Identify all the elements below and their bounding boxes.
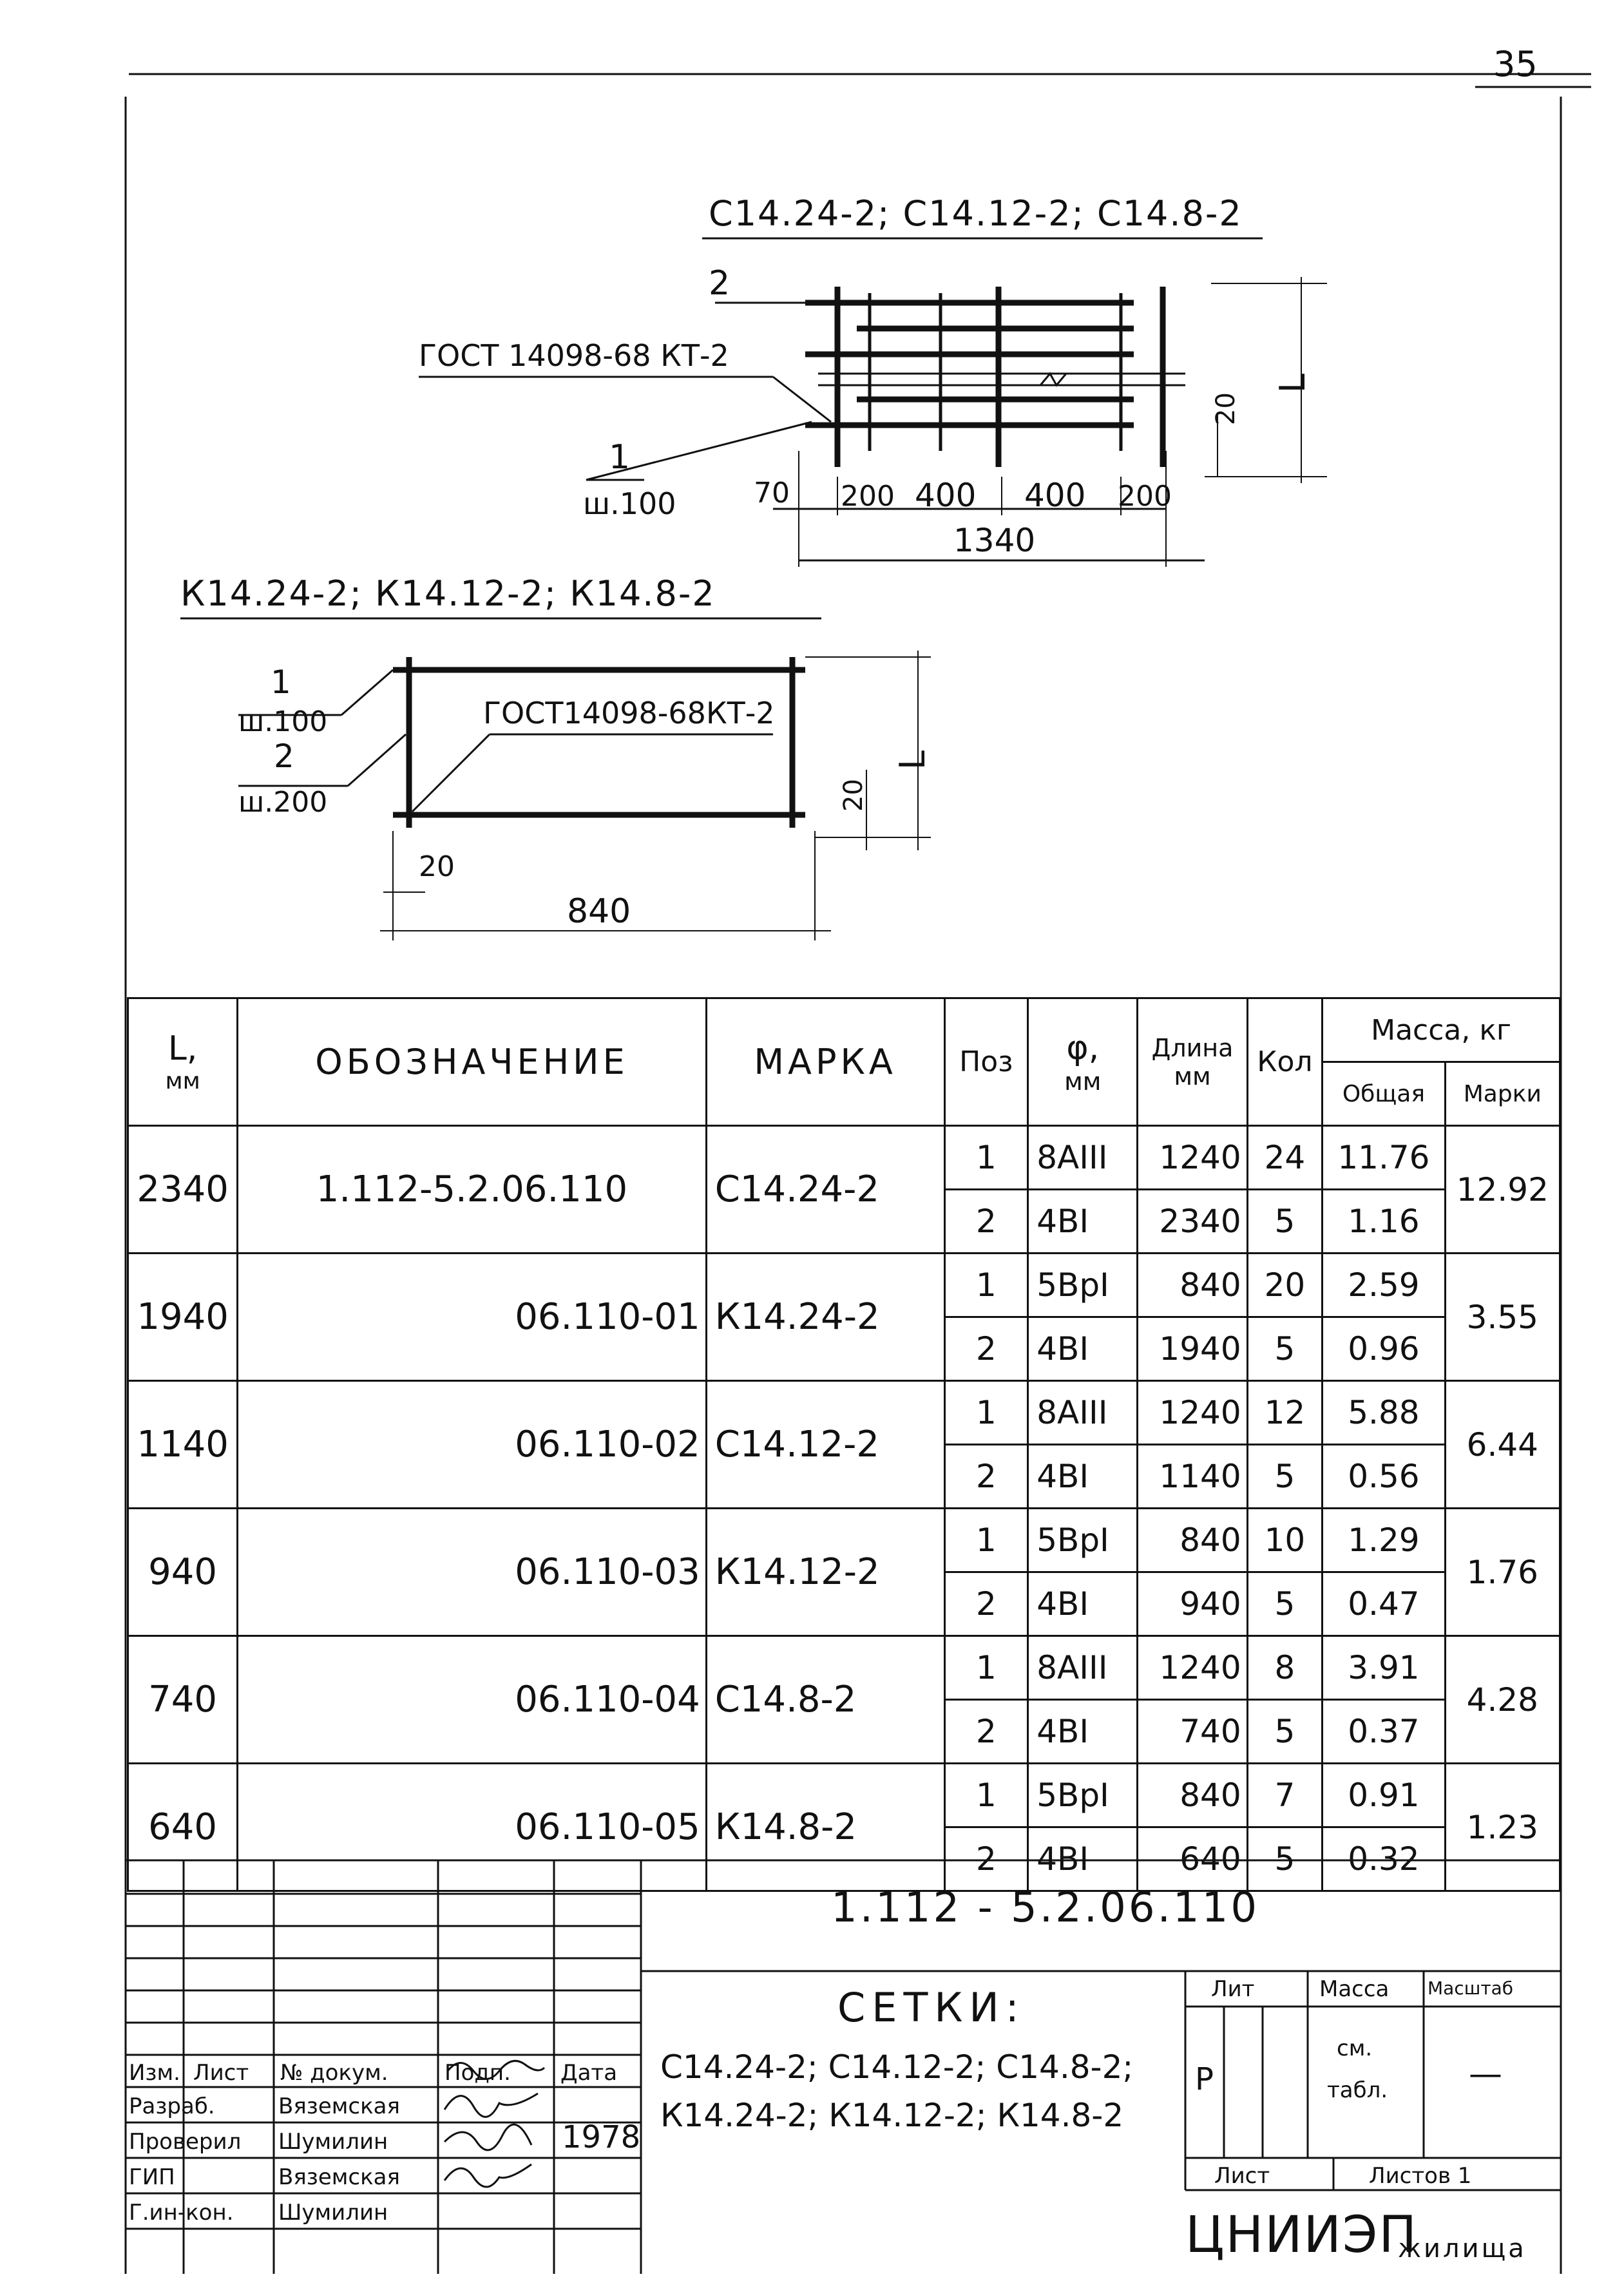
header-mass-mark: Марки <box>1445 1062 1560 1126</box>
cell-mark: С14.12-2 <box>706 1381 944 1509</box>
cell-mass-mark: 6.44 <box>1445 1381 1560 1509</box>
cell-mass-total: 0.32 <box>1323 1827 1445 1891</box>
tb-mass-value-2: табл. <box>1327 2077 1388 2103</box>
cell-qty: 20 <box>1247 1254 1323 1317</box>
signature-3 <box>444 2124 531 2150</box>
mesh-c-dim-200-left: 200 <box>841 480 895 513</box>
cell-length: 1240 <box>1138 1381 1247 1445</box>
org-main: ЦНИИЭП <box>1185 2206 1419 2264</box>
cell-pos: 1 <box>944 1764 1028 1827</box>
tb-name-2: Шумилин <box>278 2129 388 2155</box>
cell-length: 740 <box>1138 1700 1247 1764</box>
mesh-k-pos1-label: 1 <box>271 663 291 701</box>
header-mass: Масса, кг <box>1323 998 1560 1062</box>
cell-mark: К14.24-2 <box>706 1254 944 1381</box>
mesh-c-dim-400-a: 400 <box>915 477 977 514</box>
cell-qty: 7 <box>1247 1764 1323 1827</box>
mesh-c-title: С14.24-2; С14.12-2; С14.8-2 <box>709 193 1243 234</box>
cell-length: 640 <box>1138 1827 1247 1891</box>
cell-designation: 1.112-5.2.06.110 <box>238 1126 706 1254</box>
header-pos: Поз <box>944 998 1028 1126</box>
cell-length: 840 <box>1138 1764 1247 1827</box>
cell-L: 640 <box>128 1764 238 1891</box>
mesh-c-dim-L: L <box>1272 373 1313 393</box>
mesh-c-dim-400-b: 400 <box>1024 477 1086 514</box>
header-length-label: Длина <box>1151 1033 1234 1062</box>
mesh-k-dim-total: 840 <box>567 892 631 931</box>
mesh-c-dim-200-right: 200 <box>1118 480 1172 513</box>
header-mark: МАРКА <box>706 998 944 1126</box>
cell-L: 1940 <box>128 1254 238 1381</box>
cell-dia: 8АIII <box>1028 1381 1138 1445</box>
tb-col-doc: № докум. <box>280 2060 388 2086</box>
tb-name-4: Шумилин <box>278 2200 388 2226</box>
table-row <box>128 1636 1560 1700</box>
cell-length: 940 <box>1138 1572 1247 1636</box>
cell-qty: 12 <box>1247 1381 1323 1445</box>
cell-qty: 5 <box>1247 1445 1323 1509</box>
header-length-unit: мм <box>1174 1062 1211 1091</box>
cell-length: 840 <box>1138 1254 1247 1317</box>
cell-mass-total: 0.96 <box>1323 1317 1445 1381</box>
mesh-c-dim-total: 1340 <box>953 522 1036 559</box>
mesh-c-dim-20: 20 <box>1211 392 1241 425</box>
tb-col-izm: Изм. <box>129 2060 180 2086</box>
cell-qty: 5 <box>1247 1827 1323 1891</box>
cell-mass-mark: 1.23 <box>1445 1764 1560 1891</box>
tb-col-list: Лист <box>193 2060 249 2086</box>
cell-designation: 06.110-03 <box>238 1509 706 1636</box>
cell-length: 840 <box>1138 1509 1247 1572</box>
cell-qty: 24 <box>1247 1126 1323 1190</box>
tb-scale-value: — <box>1469 2055 1502 2093</box>
header-dia <box>1028 998 1138 1126</box>
cell-pos: 2 <box>944 1572 1028 1636</box>
signature-4 <box>444 2164 531 2187</box>
cell-dia: 4ВI <box>1028 1827 1138 1891</box>
mesh-c-dim-70: 70 <box>754 477 790 510</box>
spec-table-body <box>128 1126 1560 1891</box>
tb-col-sign: Подп. <box>444 2060 511 2086</box>
cell-dia: 4ВI <box>1028 1317 1138 1381</box>
cell-pos: 2 <box>944 1317 1028 1381</box>
cell-qty: 10 <box>1247 1509 1323 1572</box>
cell-mark: К14.12-2 <box>706 1509 944 1636</box>
cell-length: 1940 <box>1138 1317 1247 1381</box>
tb-name-1: Вяземская <box>278 2093 400 2119</box>
mesh-c-pos1-spacing: ш.100 <box>583 486 676 521</box>
tb-lit-header: Лит <box>1211 1976 1255 2002</box>
tb-mass-value-1: см. <box>1337 2036 1373 2061</box>
cell-dia: 8АIII <box>1028 1126 1138 1190</box>
tb-sheet-label: Лист <box>1214 2163 1270 2189</box>
cell-pos: 1 <box>944 1636 1028 1700</box>
cell-dia: 4ВI <box>1028 1190 1138 1254</box>
sheet-subtitle-line1: С14.24-2; С14.12-2; С14.8-2; <box>660 2048 1134 2086</box>
cell-mark: К14.8-2 <box>706 1764 944 1891</box>
cell-length: 1140 <box>1138 1445 1247 1509</box>
header-qty: Кол <box>1247 998 1323 1126</box>
mesh-k-dim-L: L <box>892 750 933 770</box>
table-row <box>128 1509 1560 1572</box>
cell-dia: 4ВI <box>1028 1445 1138 1509</box>
cell-length: 1240 <box>1138 1636 1247 1700</box>
cell-mass-total: 0.37 <box>1323 1700 1445 1764</box>
cell-dia: 8АIII <box>1028 1636 1138 1700</box>
cell-pos: 2 <box>944 1445 1028 1509</box>
cell-pos: 1 <box>944 1254 1028 1317</box>
cell-designation: 06.110-02 <box>238 1381 706 1509</box>
tb-name-3: Вяземская <box>278 2164 400 2190</box>
mesh-c-pos1-label: 1 <box>609 438 631 477</box>
org-sub: жилища <box>1398 2234 1527 2264</box>
mesh-k-title: К14.24-2; К14.12-2; К14.8-2 <box>180 573 716 614</box>
cell-mass-mark: 1.76 <box>1445 1509 1560 1636</box>
tb-role-3: ГИП <box>129 2164 175 2190</box>
mesh-c-gost-label: ГОСТ 14098-68 КТ-2 <box>419 338 729 373</box>
header-mass-total: Общая <box>1323 1062 1445 1126</box>
mesh-k-dim-20-left: 20 <box>419 850 455 883</box>
cell-dia: 5ВрI <box>1028 1254 1138 1317</box>
cell-L: 1140 <box>128 1381 238 1509</box>
header-designation: ОБОЗНАЧЕНИЕ <box>238 998 706 1126</box>
cell-mark: С14.24-2 <box>706 1126 944 1254</box>
cell-mass-total: 1.16 <box>1323 1190 1445 1254</box>
tb-sheets-label: Листов 1 <box>1369 2163 1472 2189</box>
header-dia-label: φ, <box>1066 1028 1100 1067</box>
tb-scale-header: Масштаб <box>1428 1978 1514 1999</box>
signature-2 <box>444 2093 538 2117</box>
cell-length: 2340 <box>1138 1190 1247 1254</box>
sheet-title: СЕТКИ: <box>837 1984 1026 2031</box>
cell-mark: С14.8-2 <box>706 1636 944 1764</box>
tb-role-2: Проверил <box>129 2129 242 2155</box>
mesh-k-dim-20: 20 <box>839 779 868 812</box>
tb-role-4: Г.ин-кон. <box>129 2200 234 2226</box>
cell-qty: 5 <box>1247 1317 1323 1381</box>
cell-dia: 5ВрI <box>1028 1764 1138 1827</box>
header-L <box>128 998 238 1126</box>
cell-mass-mark: 12.92 <box>1445 1126 1560 1254</box>
table-row <box>128 1126 1560 1190</box>
cell-dia: 4ВI <box>1028 1700 1138 1764</box>
tb-role-1: Разраб. <box>129 2093 215 2119</box>
cell-mass-total: 1.29 <box>1323 1509 1445 1572</box>
doc-code: 1.112 - 5.2.06.110 <box>831 1884 1260 1932</box>
sheet-subtitle-line2: К14.24-2; К14.12-2; К14.8-2 <box>660 2097 1124 2134</box>
cell-pos: 2 <box>944 1190 1028 1254</box>
spec-table <box>127 997 1561 1892</box>
header-L-unit: мм <box>165 1068 200 1094</box>
table-row <box>128 1254 1560 1317</box>
mesh-k-pos2-label: 2 <box>274 738 294 775</box>
cell-mass-total: 5.88 <box>1323 1381 1445 1445</box>
cell-qty: 5 <box>1247 1700 1323 1764</box>
cell-pos: 1 <box>944 1126 1028 1190</box>
cell-mass-total: 0.91 <box>1323 1764 1445 1827</box>
cell-length: 1240 <box>1138 1126 1247 1190</box>
cell-mass-total: 0.47 <box>1323 1572 1445 1636</box>
cell-pos: 2 <box>944 1700 1028 1764</box>
page-number: 35 <box>1493 44 1538 84</box>
mesh-k-pos2-spacing: ш.200 <box>238 786 328 819</box>
mesh-k-gost-label: ГОСТ14098-68КТ-2 <box>483 696 775 730</box>
header-length <box>1138 998 1247 1126</box>
header-L-label: L, <box>167 1029 198 1068</box>
table-row <box>128 1764 1560 1827</box>
cell-mass-total: 2.59 <box>1323 1254 1445 1317</box>
cell-pos: 2 <box>944 1827 1028 1891</box>
cell-pos: 1 <box>944 1509 1028 1572</box>
cell-designation: 06.110-01 <box>238 1254 706 1381</box>
cell-L: 2340 <box>128 1126 238 1254</box>
tb-mass-header: Масса <box>1319 1976 1390 2002</box>
cell-qty: 5 <box>1247 1572 1323 1636</box>
tb-col-date: Дата <box>560 2060 618 2086</box>
mesh-c-drawing <box>419 238 1327 567</box>
cell-qty: 8 <box>1247 1636 1323 1700</box>
cell-L: 740 <box>128 1636 238 1764</box>
cell-mass-total: 0.56 <box>1323 1445 1445 1509</box>
cell-mass-mark: 4.28 <box>1445 1636 1560 1764</box>
cell-mass-total: 11.76 <box>1323 1126 1445 1190</box>
header-dia-unit: мм <box>1064 1067 1102 1096</box>
cell-qty: 5 <box>1247 1190 1323 1254</box>
cell-designation: 06.110-05 <box>238 1764 706 1891</box>
tb-lit-value: Р <box>1195 2061 1214 2097</box>
cell-mass-total: 3.91 <box>1323 1636 1445 1700</box>
cell-pos: 1 <box>944 1381 1028 1445</box>
mesh-k-drawing <box>180 618 931 940</box>
cell-L: 940 <box>128 1509 238 1636</box>
cell-designation: 06.110-04 <box>238 1636 706 1764</box>
table-row <box>128 1381 1560 1445</box>
cell-dia: 5ВрI <box>1028 1509 1138 1572</box>
mesh-c-pos2-label: 2 <box>709 264 731 303</box>
cell-dia: 4ВI <box>1028 1572 1138 1636</box>
tb-date: 1978 <box>562 2119 641 2155</box>
cell-mass-mark: 3.55 <box>1445 1254 1560 1381</box>
mesh-k-pos1-spacing: ш.100 <box>238 705 328 738</box>
